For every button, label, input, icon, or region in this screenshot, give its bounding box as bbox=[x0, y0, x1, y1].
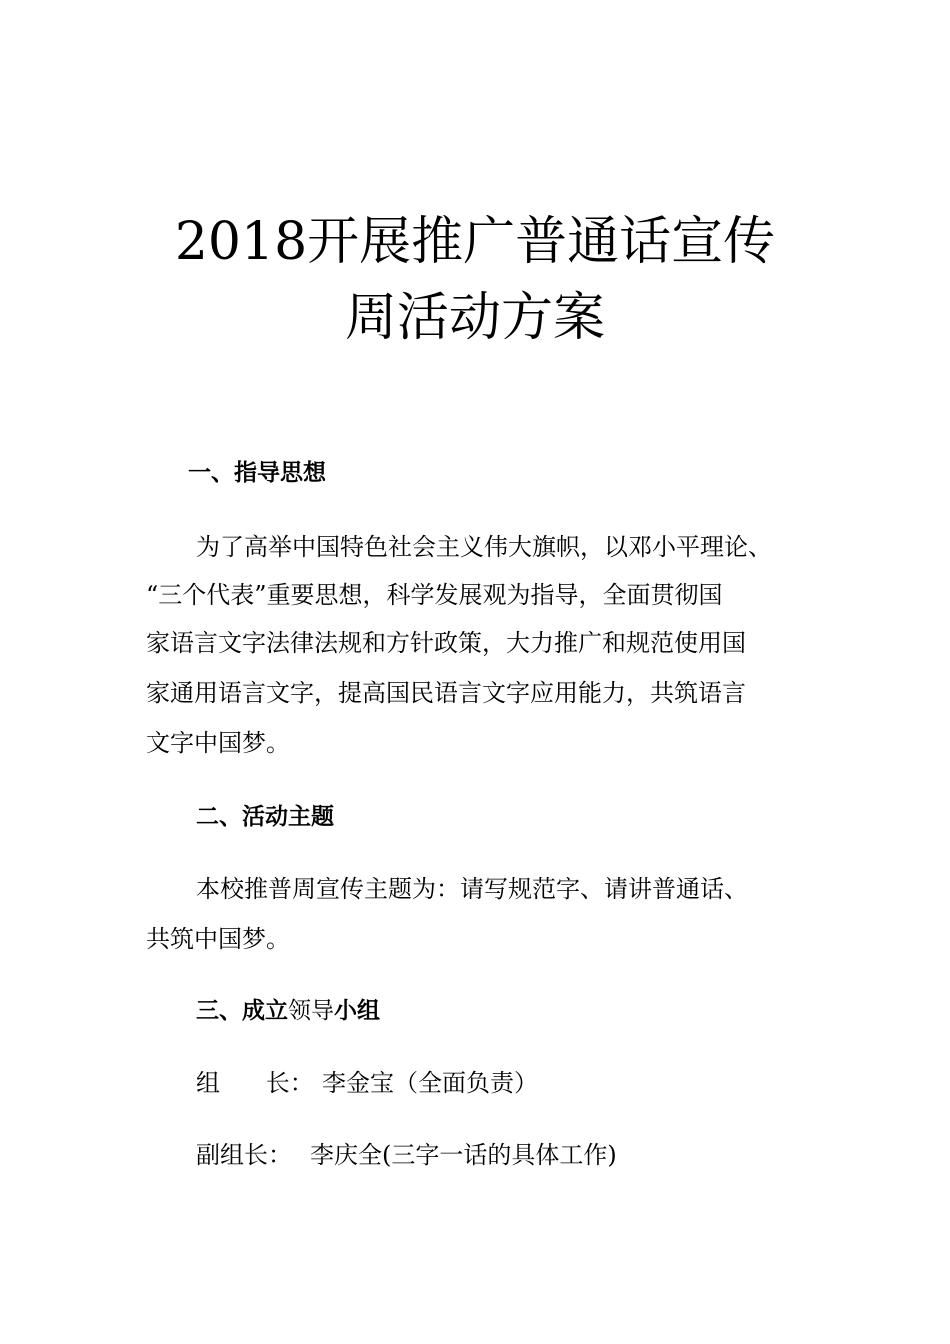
member-role: 副组长： bbox=[196, 1141, 292, 1169]
paragraph-line: “三个代表”重要思想，科学发展观为指导，全面贯彻国 bbox=[146, 581, 723, 609]
paragraph-line: 本校推普周宣传主题为：请写规范字、请讲普通话、 bbox=[196, 875, 748, 903]
paragraph-line: 文字中国梦。 bbox=[146, 729, 290, 757]
member-detail: 李庆全(三字一话的具体工作) bbox=[310, 1141, 617, 1169]
member-detail: 李金宝（全面负责） bbox=[322, 1069, 538, 1097]
section-heading-activity-theme: 二、活动主题 bbox=[196, 804, 334, 830]
document-title-line-2: 周活动方案 bbox=[344, 288, 605, 348]
paragraph-line: 家语言文字法律法规和方针政策，大力推广和规范使用国 bbox=[146, 629, 746, 657]
heading-part: 三、成立 bbox=[196, 998, 288, 1024]
heading-part: 领导 bbox=[288, 998, 334, 1024]
paragraph-line: 共筑中国梦。 bbox=[146, 925, 290, 953]
section-heading-guiding-thought: 一、指导思想 bbox=[188, 460, 326, 486]
member-role-deputy-leader bbox=[196, 1140, 617, 1170]
paragraph-line: 为了高举中国特色社会主义伟大旗帜，以邓小平理论、 bbox=[196, 533, 772, 561]
paragraph-line: 家通用语言文字，提高国民语言文字应用能力，共筑语言 bbox=[146, 679, 746, 707]
heading-part: 小组 bbox=[334, 998, 380, 1024]
section-heading-leadership-group bbox=[196, 996, 380, 1026]
document-title-line-1: 2018开展推广普通话宣传 bbox=[174, 212, 776, 272]
member-role-leader bbox=[196, 1068, 538, 1098]
member-role: 组 长： bbox=[196, 1069, 314, 1097]
